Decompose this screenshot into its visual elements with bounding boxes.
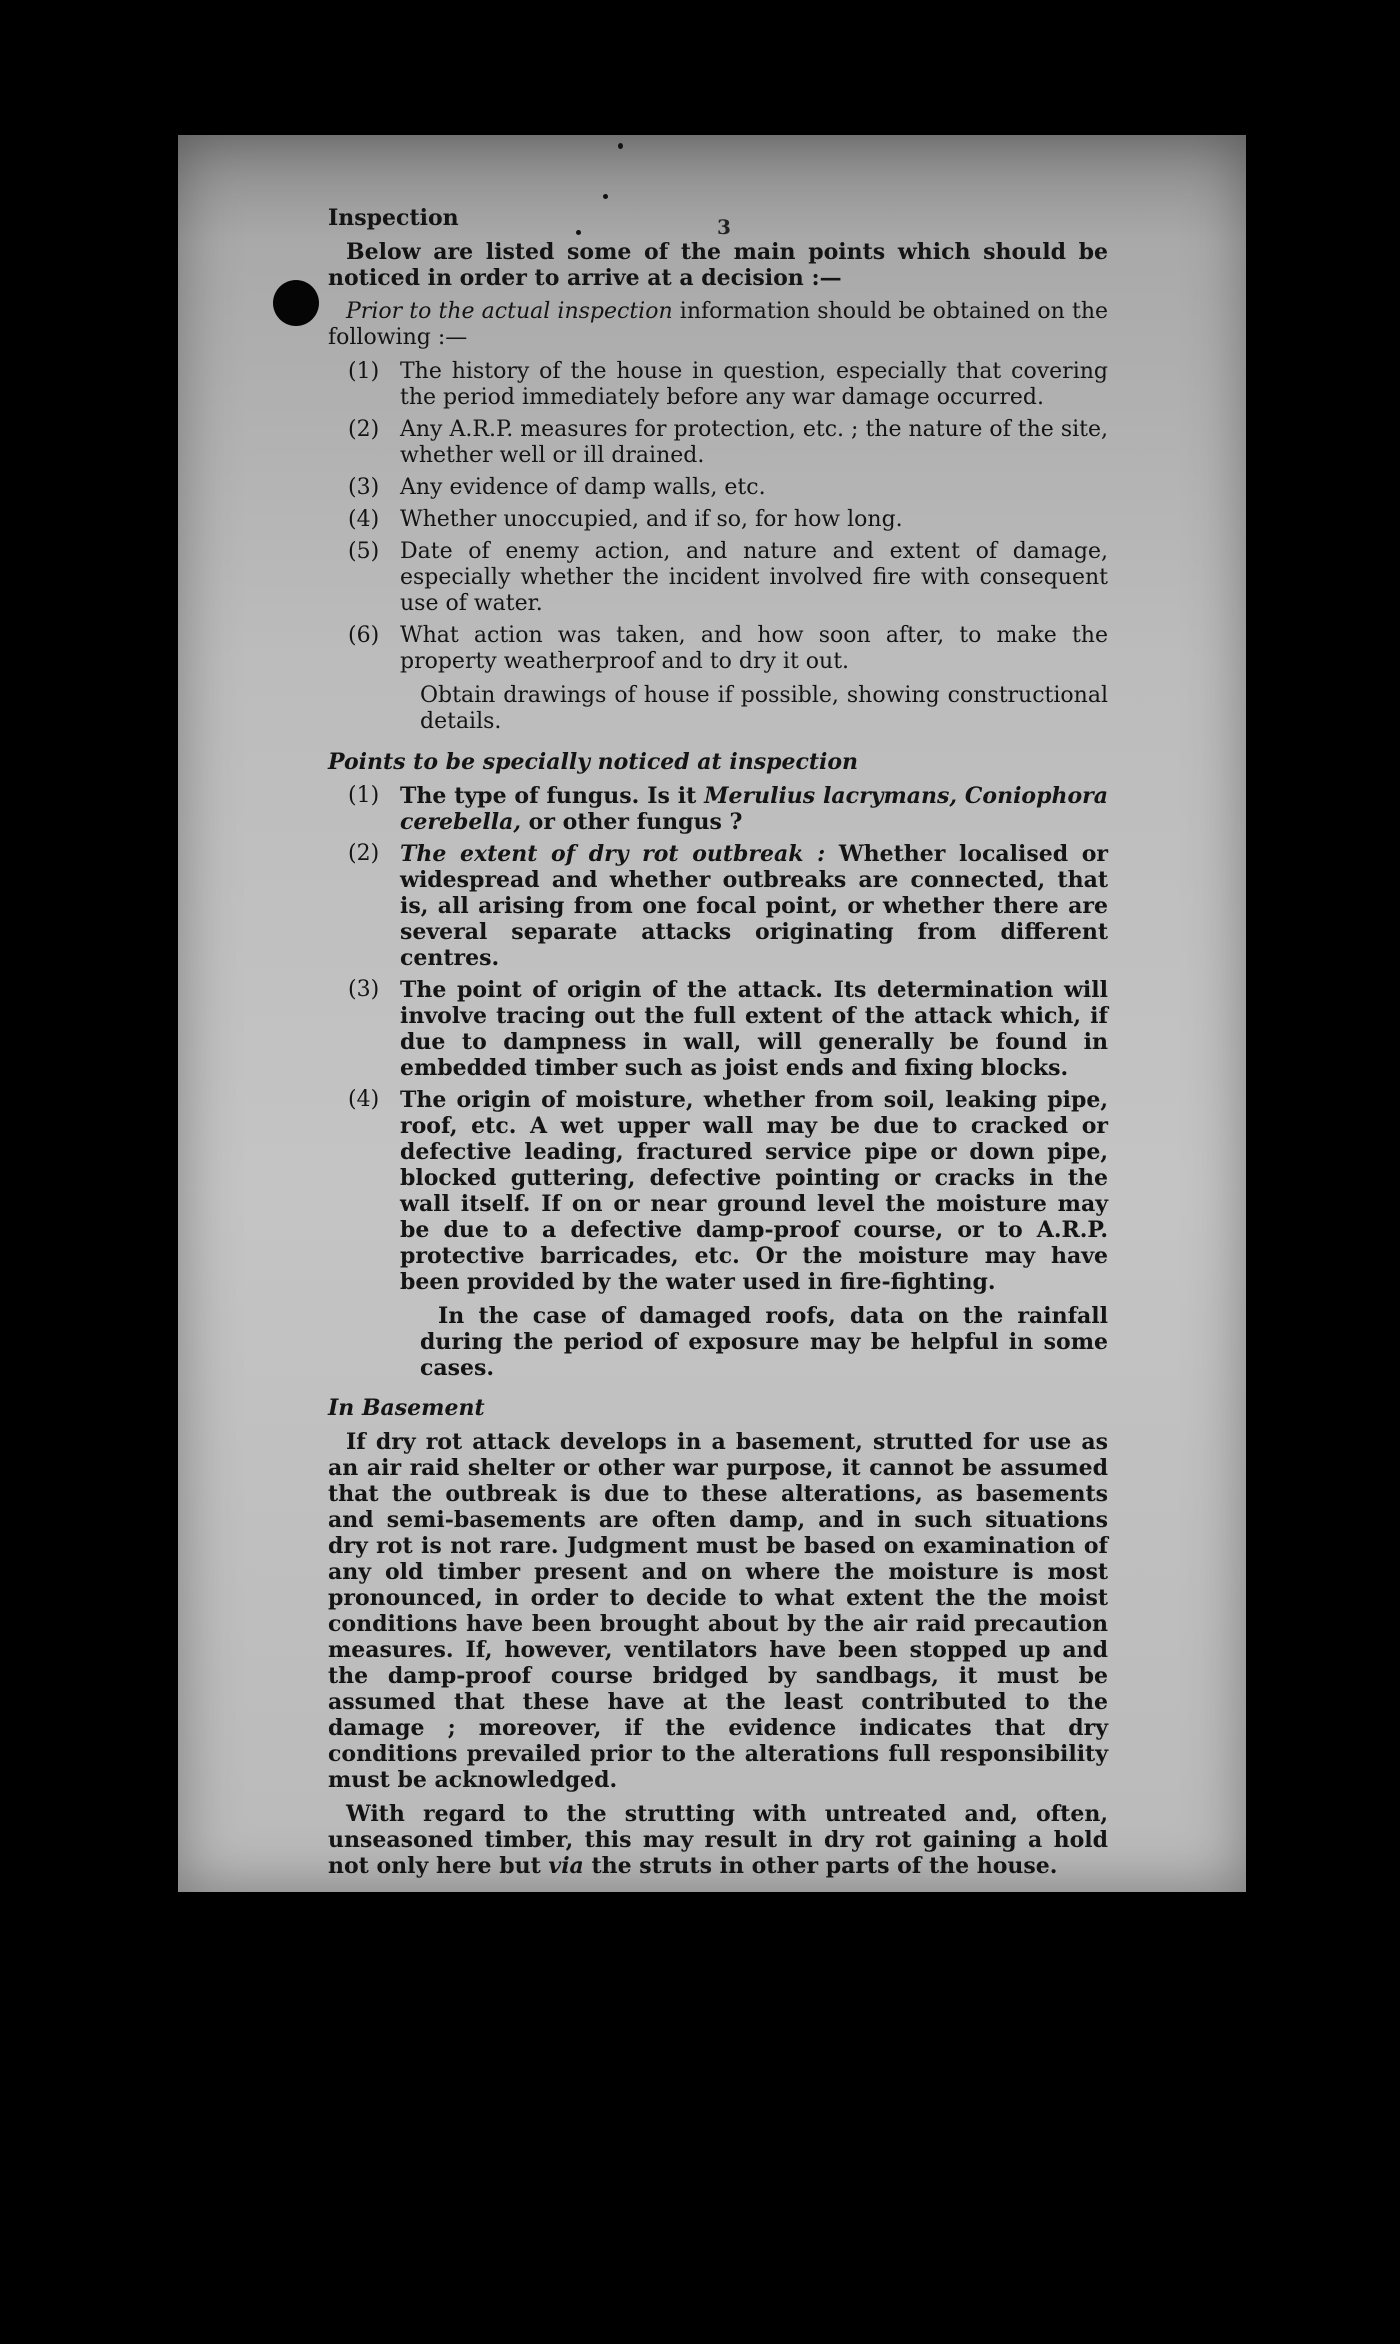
strutting-paragraph: With regard to the strutting with untreated and, often, unseasoned timber, this may result in dry rot gaining a hold not only here but via the struts in other parts of the house. (328, 1801, 1108, 1879)
page-number: 3 (717, 215, 731, 239)
section-heading: Inspection (328, 205, 459, 231)
list-item: (6) What action was taken, and how soon after, to make the property weatherproof and to dry it out. (348, 623, 1108, 674)
list-item: (2) The extent of dry rot outbreak : Whether localised or widespread and whether outbreaks are connected, that is, all arising from one focal point, or whether there are several separate attacks originating from different centres. (348, 841, 1108, 971)
document-page (178, 135, 1246, 1892)
list-item: (4) The origin of moisture, whether from soil, leaking pipe, roof, etc. A wet upper wall may be due to cracked or defective leading, fractured service pipe or down pipe, blocked guttering, defective pointing or cracks in the wall itself. If on or near ground level the moisture may be due to a defective damp-proof course, or to A.R.P. protective barricades, etc. Or the moisture may have been provided by the water used in fire-fighting. (348, 1087, 1108, 1295)
basement-section (328, 1395, 1108, 1879)
list-item: (4) Whether unoccupied, and if so, for how long. (348, 507, 903, 532)
list-item: (2) Any A.R.P. measures for protection, etc. ; the nature of the site, whether well or ill drained. (348, 417, 1108, 468)
intro-paragraph: Below are listed some of the main points which should be noticed in order to arrive at a decision :— (328, 239, 1108, 291)
roofs-note: In the case of damaged roofs, data on the rainfall during the period of exposure may be helpful in some cases. (420, 1303, 1108, 1381)
section-heading: In Basement (328, 1395, 485, 1421)
inspection-section (328, 205, 1108, 735)
page-content (328, 205, 1108, 1887)
list-item: (1) The type of fungus. Is it Merulius lacrymans, Coniophora cerebella, or other fungus ? (348, 783, 1108, 835)
list-item: (5) Date of enemy action, and nature and extent of damage, especially whether the incident involved fire with consequent use of water. (348, 539, 1108, 616)
points-section (328, 749, 1108, 1381)
list-item: (1) The history of the house in question, especially that covering the period immediately before any war damage occurred. (348, 359, 1108, 410)
list-item: (3) Any evidence of damp walls, etc. (348, 475, 766, 500)
list-item: (3) The point of origin of the attack. Its determination will involve tracing out the full extent of the attack which, if due to dampness in wall, will generally be found in embedded timber such as joist ends and fixing blocks. (348, 977, 1108, 1081)
drawings-note: Obtain drawings of house if possible, showing constructional details. (420, 683, 1108, 734)
prior-paragraph (328, 299, 1108, 351)
inspection-list (328, 359, 1108, 675)
dust-speck (603, 194, 608, 199)
prior-label: Prior to the actual inspection (346, 299, 673, 324)
punch-hole (273, 280, 319, 326)
basement-paragraph: If dry rot attack develops in a basement, strutted for use as an air raid shelter or other war purpose, it cannot be assumed that the outbreak is due to these alterations, as basements and semi-basements are often damp, and in such situations dry rot is not rare. Judgment must be based on examination of any old timber present and on where the moisture is most pronounced, in order to decide to what extent the the moist conditions have been brought about by the air raid precaution measures. If, however, ventilators have been stopped up and the damp-proof course bridged by sandbags, it must be assumed that these have at the least contributed to the damage ; moreover, if the evidence indicates that dry conditions prevailed prior to the alterations full responsibility must be acknowledged. (328, 1429, 1108, 1793)
points-list (328, 783, 1108, 1295)
section-heading: Points to be specially noticed at inspection (328, 749, 859, 775)
dust-speck (618, 143, 623, 149)
prior-text: information should be obtained on the following :— (328, 299, 1109, 350)
